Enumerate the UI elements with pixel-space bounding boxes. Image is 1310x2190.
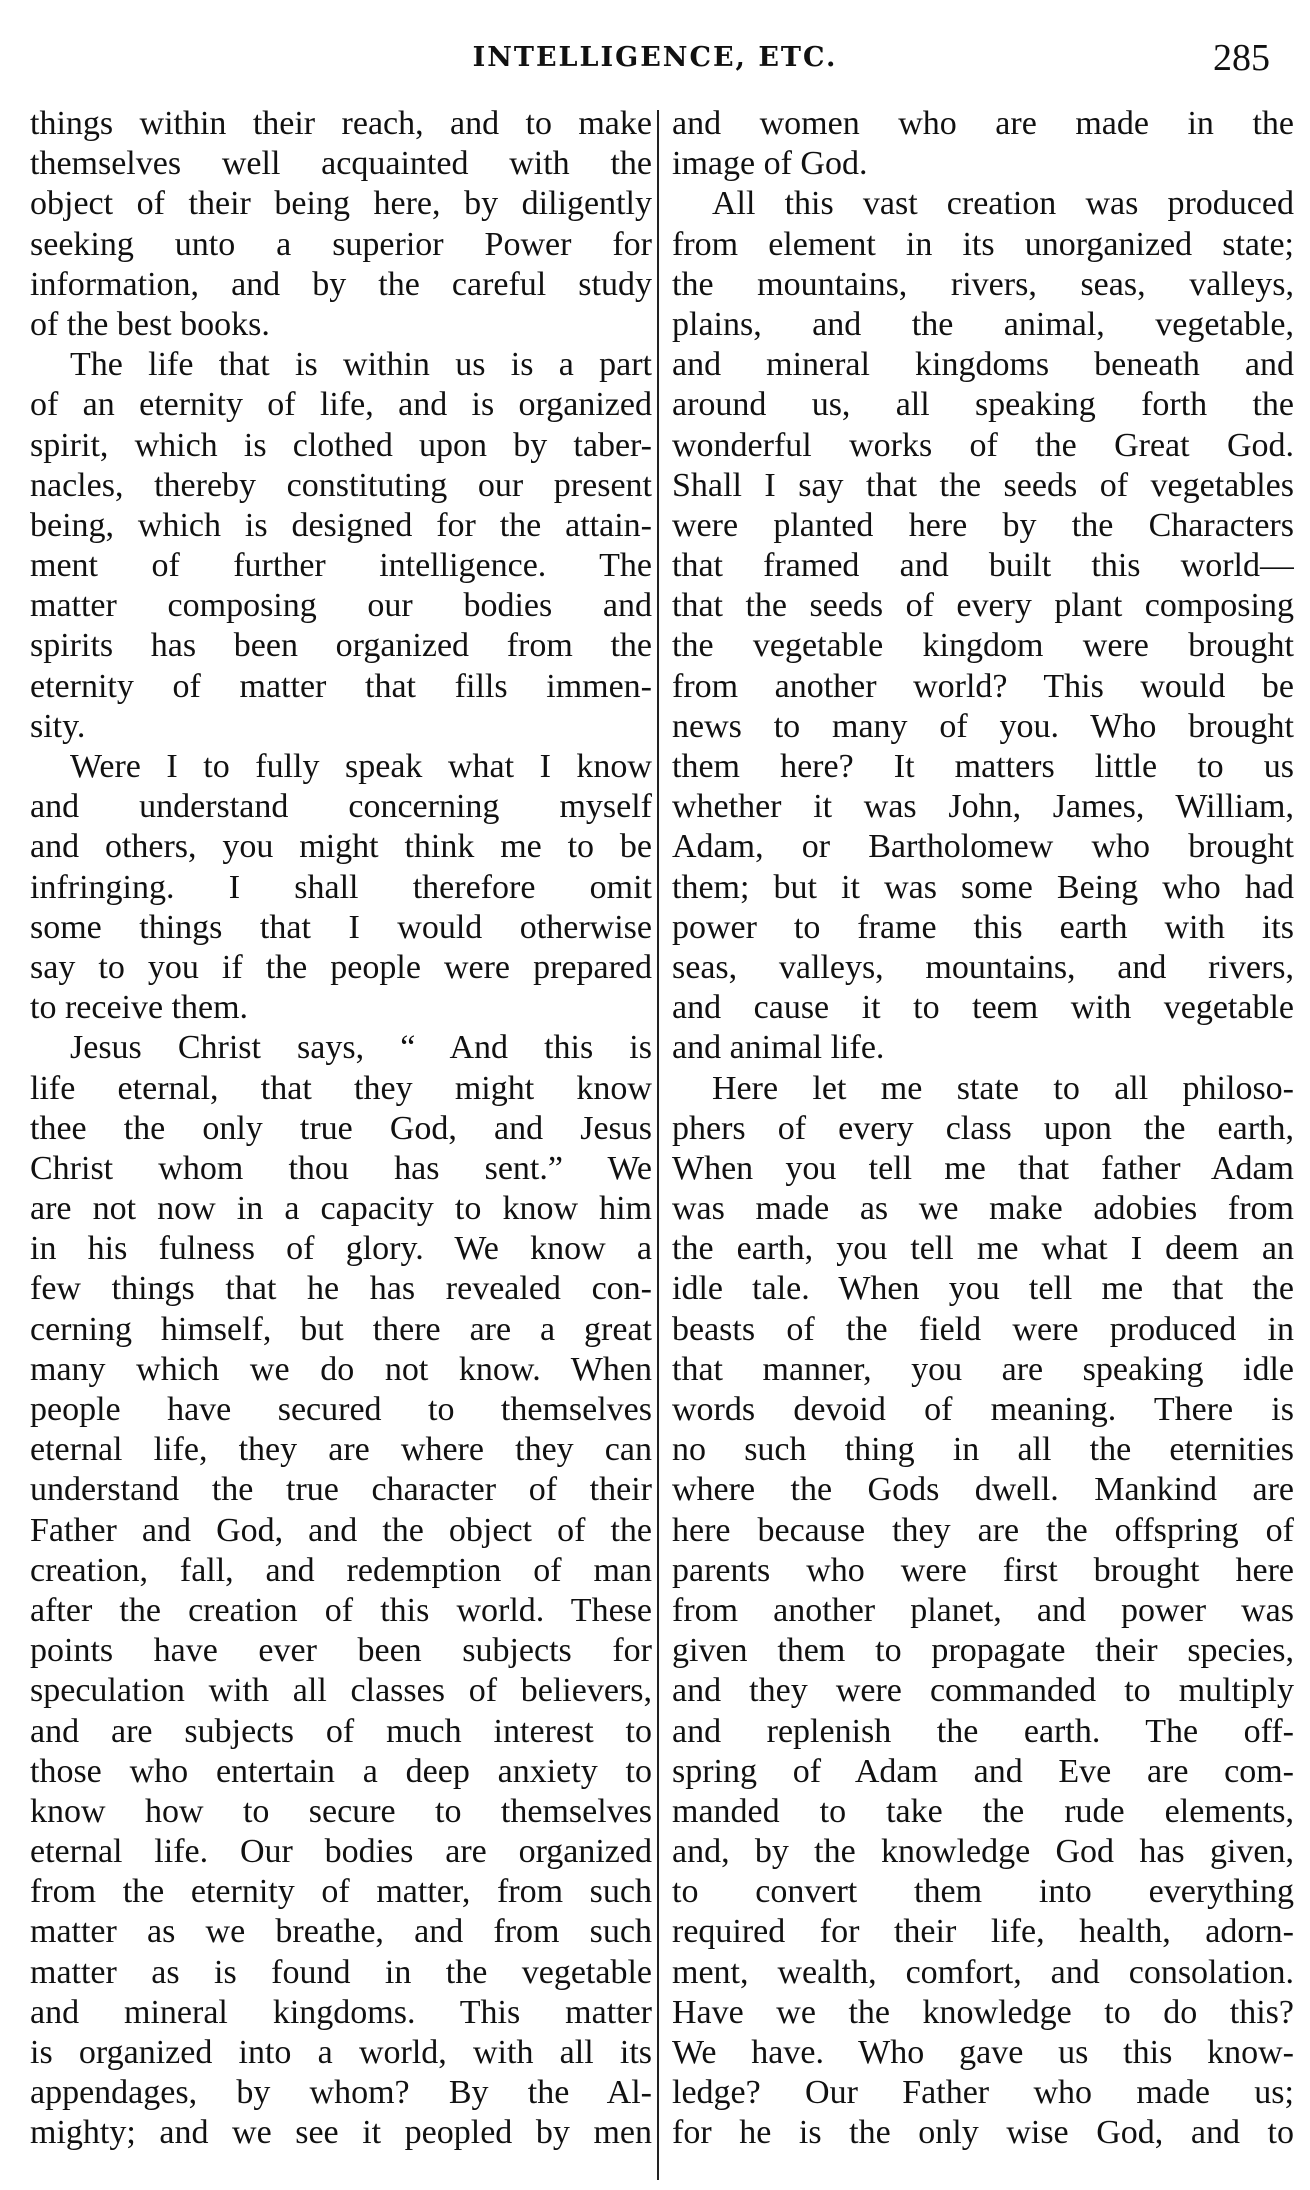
text-line: the vegetable kingdom were brought <box>672 627 1294 665</box>
text-line: from element in its unorganized state; <box>672 225 1294 263</box>
text-line: where the Gods dwell. Mankind are <box>672 1471 1294 1509</box>
text-line: All this vast creation was produced <box>712 185 1294 223</box>
text-line: the earth, you tell me what I deem an <box>672 1230 1294 1268</box>
text-line: ment of further intelligence. The <box>30 547 652 585</box>
text-line: speculation with all classes of believers, <box>30 1672 652 1710</box>
text-line: were planted here by the Characters <box>672 506 1294 544</box>
text-line: Christ whom thou has sent.” We <box>30 1149 652 1187</box>
text-line: from another world? This would be <box>672 667 1294 705</box>
text-line: Were I to fully speak what I know <box>70 748 652 785</box>
text-line: and are subjects of much interest to <box>30 1712 652 1750</box>
text-line: spirits has been organized from the <box>30 627 652 665</box>
text-line: of an eternity of life, and is organized <box>30 386 652 424</box>
text-line: sity. <box>30 707 86 745</box>
text-line: ledge? Our Father who made us; <box>672 2074 1294 2112</box>
text-line: When you tell me that father Adam <box>672 1149 1294 1187</box>
text-line: and they were commanded to multiply <box>672 1672 1294 1710</box>
text-line: understand the true character of their <box>30 1471 652 1509</box>
text-line: say to you if the people were prepared <box>30 948 652 986</box>
text-line: of the best books. <box>30 305 270 343</box>
text-line: know how to secure to themselves <box>30 1792 652 1830</box>
text-line: beasts of the field were produced in <box>672 1310 1294 1348</box>
text-line: matter as is found in the vegetable <box>30 1953 652 1991</box>
text-line: and others, you might think me to be <box>30 828 652 866</box>
text-line: and animal life. <box>672 1029 885 1067</box>
text-line: The life that is within us is a part <box>70 346 652 384</box>
text-line: ment, wealth, comfort, and consolation. <box>672 1953 1294 1991</box>
text-line: around us, all speaking forth the <box>672 386 1294 424</box>
text-line: matter as we breathe, and from such <box>30 1913 652 1951</box>
text-line: required for their life, health, adorn- <box>672 1913 1294 1951</box>
text-line: being, which is designed for the attain- <box>30 506 652 544</box>
text-line: manded to take the rude elements, <box>672 1792 1294 1830</box>
text-line: to receive them. <box>30 989 249 1027</box>
text-line: given them to propagate their species, <box>672 1632 1294 1670</box>
text-line: matter composing our bodies and <box>30 587 652 625</box>
text-line: Have we the knowledge to do this? <box>672 1993 1294 2031</box>
text-line: spring of Adam and Eve are com- <box>672 1752 1294 1790</box>
text-line: Here let me state to all philoso- <box>712 1069 1294 1107</box>
text-line: for he is the only wise God, and to <box>672 2114 1294 2152</box>
text-line: eternal life, they are where they can <box>30 1431 652 1469</box>
text-line: words devoid of meaning. There is <box>672 1391 1294 1428</box>
text-line: after the creation of this world. These <box>30 1591 652 1629</box>
column-rule <box>657 110 659 2180</box>
text-line: them; but it was some Being who had <box>672 868 1294 906</box>
text-line: and understand concerning myself <box>30 788 652 826</box>
text-line: Shall I say that the seeds of vegetables <box>672 466 1294 504</box>
text-line: idle tale. When you tell me that the <box>672 1270 1294 1308</box>
text-line: many which we do not know. When <box>30 1350 652 1388</box>
text-line: and, by the knowledge God has given, <box>672 1833 1294 1871</box>
text-line: and mineral kingdoms. This matter <box>30 1993 652 2031</box>
text-line: people have secured to themselves <box>30 1391 652 1428</box>
text-line: the mountains, rivers, seas, valleys, <box>672 265 1294 303</box>
text-line: eternal life. Our bodies are organized <box>30 1833 652 1871</box>
page-number: 285 <box>1213 37 1270 79</box>
text-line: and cause it to teem with vegetable <box>672 989 1294 1027</box>
text-line: life eternal, that they might know <box>30 1069 652 1107</box>
text-line: seas, valleys, mountains, and rivers, <box>672 948 1294 986</box>
text-line: Adam, or Bartholomew who brought <box>672 828 1294 866</box>
text-line: in his fulness of glory. We know a <box>30 1230 652 1268</box>
text-line: those who entertain a deep anxiety to <box>30 1752 652 1790</box>
text-line: no such thing in all the eternities <box>672 1431 1294 1469</box>
text-line: few things that he has revealed con- <box>30 1270 652 1308</box>
text-line: that the seeds of every plant composing <box>672 587 1294 625</box>
running-title: INTELLIGENCE, ETC. <box>472 42 838 73</box>
text-line: parents who were first brought here <box>672 1551 1294 1589</box>
text-line: image of God. <box>672 145 868 183</box>
text-line: to convert them into everything <box>672 1873 1294 1911</box>
text-line: phers of every class upon the earth, <box>672 1109 1294 1147</box>
text-line: themselves well acquainted with the <box>30 145 652 183</box>
text-line: and women who are made in the <box>672 105 1294 142</box>
text-line: whether it was John, James, William, <box>672 788 1294 826</box>
text-line: seeking unto a superior Power for <box>30 225 652 263</box>
text-line: eternity of matter that fills immen- <box>30 667 652 705</box>
text-line: thee the only true God, and Jesus <box>30 1109 652 1147</box>
text-line: things within their reach, and to make <box>30 105 652 142</box>
text-line: creation, fall, and redemption of man <box>30 1551 652 1589</box>
text-line: plains, and the animal, vegetable, <box>672 305 1294 343</box>
text-line: are not now in a capacity to know him <box>30 1190 652 1228</box>
text-line: object of their being here, by diligently <box>30 185 652 223</box>
text-line: from the eternity of matter, from such <box>30 1873 652 1911</box>
text-line: from another planet, and power was <box>672 1591 1294 1629</box>
text-line: wonderful works of the Great God. <box>672 426 1294 464</box>
running-head <box>40 36 1270 86</box>
right-column <box>672 104 1294 2154</box>
text-line: was made as we make adobies from <box>672 1190 1294 1228</box>
text-line: nacles, thereby constituting our present <box>30 466 652 504</box>
text-line: Jesus Christ says, “ And this is <box>70 1029 652 1067</box>
text-line: and replenish the earth. The off- <box>672 1712 1294 1750</box>
text-line: We have. Who gave us this know- <box>672 2034 1294 2071</box>
text-line: some things that I would otherwise <box>30 908 652 946</box>
text-line: here because they are the offspring of <box>672 1511 1294 1549</box>
text-line: points have ever been subjects for <box>30 1632 652 1670</box>
text-line: spirit, which is clothed upon by taber- <box>30 426 652 464</box>
text-line: Father and God, and the object of the <box>30 1511 652 1549</box>
text-line: them here? It matters little to us <box>672 748 1294 785</box>
left-column <box>30 104 652 2154</box>
text-line: news to many of you. Who brought <box>672 707 1294 745</box>
text-line: mighty; and we see it peopled by men <box>30 2114 652 2152</box>
text-line: and mineral kingdoms beneath and <box>672 346 1294 384</box>
text-line: appendages, by whom? By the Al- <box>30 2074 652 2112</box>
text-line: that manner, you are speaking idle <box>672 1350 1294 1388</box>
text-line: information, and by the careful study <box>30 265 652 303</box>
text-line: power to frame this earth with its <box>672 908 1294 946</box>
text-line: infringing. I shall therefore omit <box>30 868 652 906</box>
text-line: that framed and built this world— <box>672 547 1294 585</box>
text-line: is organized into a world, with all its <box>30 2034 652 2071</box>
text-line: cerning himself, but there are a great <box>30 1310 652 1348</box>
